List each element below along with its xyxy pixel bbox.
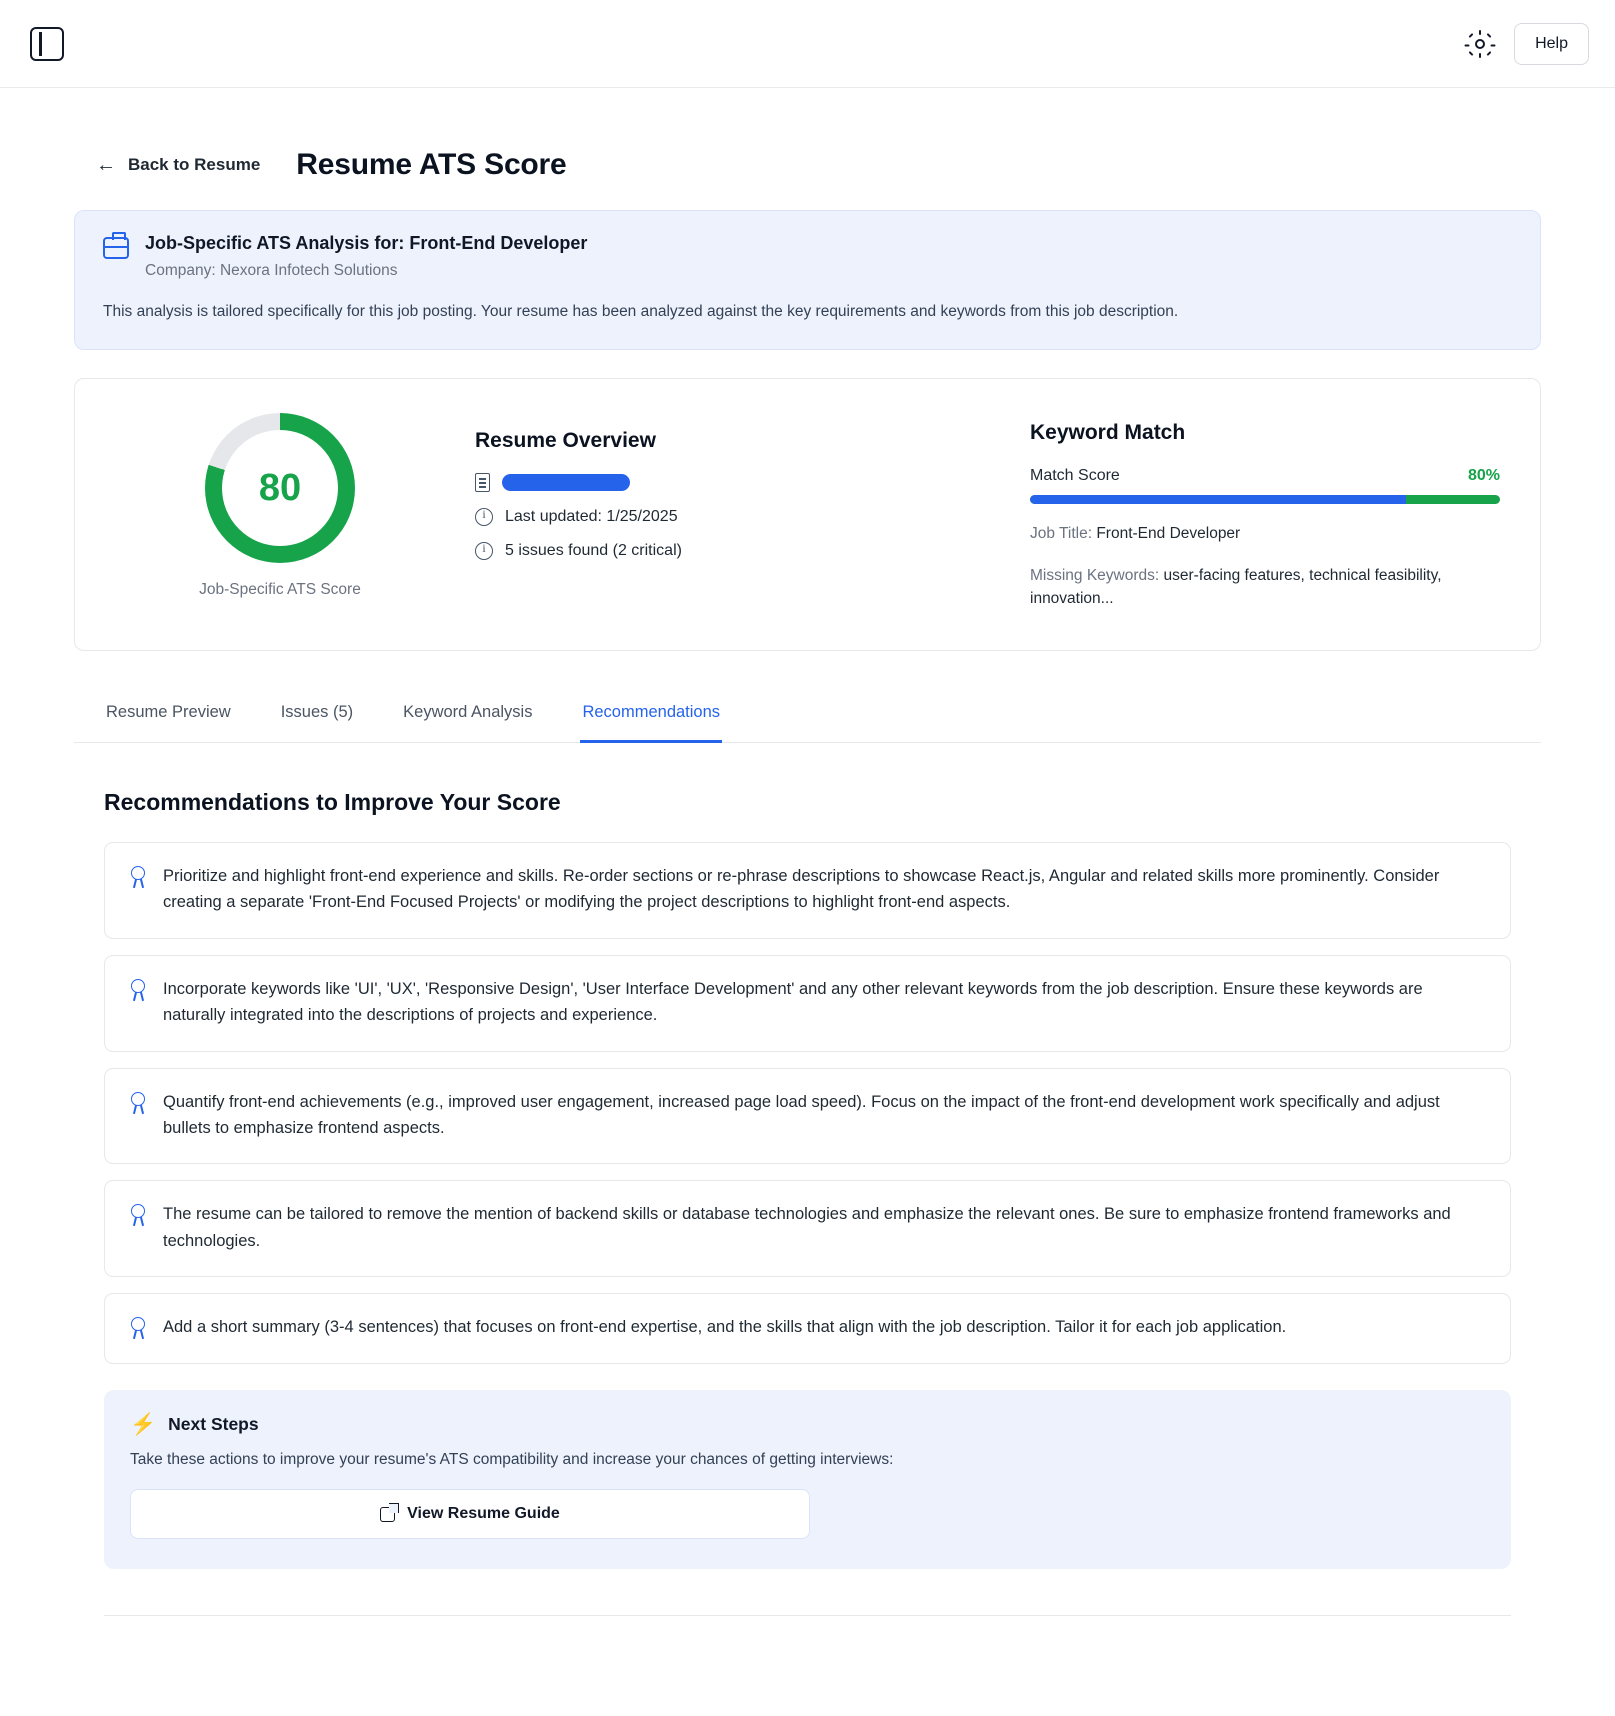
top-bar-left [30, 27, 64, 61]
tab-recommendations[interactable]: Recommendations [580, 693, 722, 743]
tab-keyword-analysis[interactable]: Keyword Analysis [403, 703, 533, 721]
view-resume-guide-label: View Resume Guide [407, 1505, 560, 1523]
help-button[interactable]: Help [1514, 23, 1589, 65]
external-link-icon [380, 1507, 395, 1522]
tab-issues-5[interactable]: Issues (5) [280, 703, 354, 721]
resume-file-row [475, 473, 1010, 492]
recommendation-text: Quantify front-end achievements (e.g., improved user engagement, increased page load speed). Focus on the impact of the front-end development work specifically and adjust bullets to emphasize frontend aspects. [163, 1092, 1440, 1137]
top-bar-right [1466, 23, 1589, 65]
resume-file-name-redacted [502, 474, 630, 491]
job-title-value: Front-End Developer [1096, 525, 1241, 543]
top-bar [0, 0, 1615, 88]
match-score-label: Match Score [1030, 467, 1120, 485]
ats-score-ring [205, 413, 355, 563]
arrow-left-icon: ← [96, 154, 116, 176]
keyword-match-panel [1030, 413, 1500, 610]
recommendation-item [104, 1068, 1511, 1165]
job-company: Company: Nexora Infotech Solutions [145, 262, 398, 279]
alert-icon [475, 542, 493, 560]
ats-score-caption: Job-Specific ATS Score [199, 581, 361, 599]
missing-keywords-line [1030, 564, 1500, 611]
back-to-resume-label: Back to Resume [128, 155, 261, 174]
award-badge-icon [129, 1317, 147, 1341]
sidebar-toggle-icon[interactable] [30, 27, 64, 61]
missing-keywords-label: Missing Keywords: [1030, 566, 1160, 584]
keyword-match-title: Keyword Match [1030, 421, 1186, 445]
match-score-bar [1030, 495, 1500, 504]
recommendation-item [104, 1180, 1511, 1277]
recommendation-text: Incorporate keywords like 'UI', 'UX', 'Responsive Design', 'User Interface Development' and any other relevant keywords from the job description. Ensure these keywords are naturally integrated into the descriptions of projects and experience. [163, 979, 1423, 1025]
info-icon [475, 508, 493, 526]
last-updated-label: Last updated: 1/25/2025 [505, 508, 678, 526]
job-analysis-description: This analysis is tailored specifically for this job posting. Your resume has been analyzed against the key requirements and keywords from this job description. [103, 303, 1179, 320]
sun-icon[interactable] [1466, 30, 1494, 58]
match-score-percent: 80% [1467, 467, 1500, 485]
recommendation-text: The resume can be tailored to remove the mention of backend skills or database technologies and emphasize the relevant ones. Be sure to emphasize frontend frameworks and technologies. [163, 1205, 1451, 1250]
back-to-resume-link[interactable] [96, 155, 260, 175]
recommendations-list [104, 842, 1511, 1364]
missing-keywords-value: user-facing features, technical feasibility, innovation... [1030, 566, 1442, 607]
recommendations-section [74, 743, 1541, 1616]
next-steps-subtitle: Take these actions to improve your resume's ATS compatibility and increase your chances of getting interviews: [130, 1451, 894, 1469]
resume-overview-title: Resume Overview [475, 429, 656, 453]
job-analysis-banner [74, 210, 1541, 350]
summary-card [74, 378, 1541, 651]
issues-found-row [475, 542, 1010, 560]
recommendations-heading: Recommendations to Improve Your Score [104, 789, 561, 815]
bottom-divider [104, 1615, 1511, 1616]
view-resume-guide-button[interactable] [130, 1489, 810, 1539]
issues-found-label: 5 issues found (2 critical) [505, 542, 682, 560]
ats-score-value: 80 [258, 466, 302, 509]
resume-overview [465, 413, 1010, 610]
job-analysis-title: Job-Specific ATS Analysis for: Front-End Developer [145, 233, 588, 253]
document-icon [475, 473, 490, 492]
job-title-line [1030, 522, 1500, 545]
recommendation-text: Add a short summary (3-4 sentences) that focuses on front-end expertise, and the skills that align with the job description. Tailor it for each job application. [163, 1318, 1287, 1337]
job-title-label: Job Title: [1030, 525, 1093, 543]
next-steps-panel [104, 1390, 1511, 1569]
recommendation-item [104, 842, 1511, 939]
bolt-icon: ⚡ [130, 1413, 157, 1437]
award-badge-icon [129, 866, 147, 890]
award-badge-icon [129, 1204, 147, 1228]
tab-bar [74, 693, 1541, 743]
score-column [115, 413, 445, 610]
recommendation-text: Prioritize and highlight front-end experience and skills. Re-order sections or re-phrase descriptions to showcase React.js, Angular and related skills more prominently. Consider creating a separate 'Front-End Focused Projects' or modifying the project descriptions to highlight front-end aspects. [163, 867, 1440, 912]
next-steps-title: Next Steps [168, 1414, 259, 1435]
award-badge-icon [129, 979, 147, 1003]
recommendation-item [104, 1293, 1511, 1364]
page-container [0, 88, 1615, 1616]
tab-resume-preview[interactable]: Resume Preview [106, 703, 231, 721]
last-updated-row [475, 508, 1010, 526]
recommendation-item [104, 955, 1511, 1052]
briefcase-icon [103, 237, 129, 259]
award-badge-icon [129, 1092, 147, 1116]
page-header [74, 88, 1541, 210]
page-title: Resume ATS Score [296, 148, 567, 181]
